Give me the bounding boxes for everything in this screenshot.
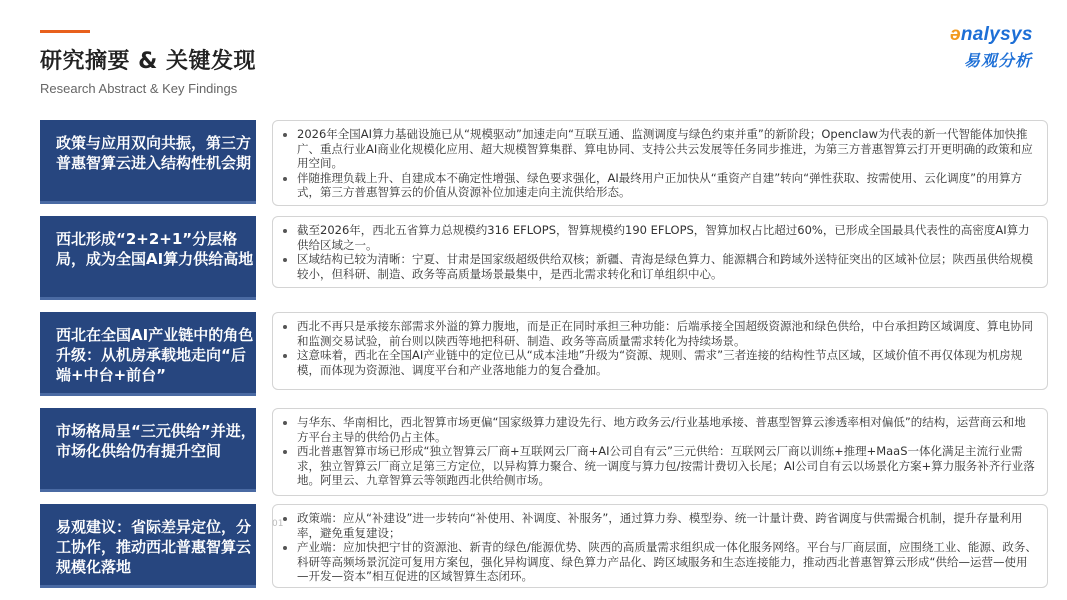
finding-row <box>40 408 1050 492</box>
brand-logo <box>950 24 1050 78</box>
finding-label: 易观建议：省际差异定位，分工协作，推动西北普惠智算云规模化落地 <box>40 504 256 588</box>
page-subtitle: Research Abstract & Key Findings <box>40 81 238 96</box>
finding-bullet: • 产业端：应加快把宁甘的资源池、新青的绿色/能源优势、陕西的高质量需求组织成一体化服务网络。平台与厂商层面，应围绕工业、能源、政务、科研等高频场景沉淀可复用方案包，强化异构调度、绿色算力产品化、跨区域服务和生态连接能力，推动西北普惠智算云形成“供给—运营—使用—开发—资本”相互促进的区域智算生态闭环。 <box>297 540 1037 584</box>
finding-bullet: • 伴随推理负载上升、自建成本不确定性增强、绿色要求强化，AI最终用户正加快从“重资产自建”转向“弹性获取、按需使用、云化调度”的用算方式，第三方普惠智算云的价值从资源补位加速走向主流供给形态。 <box>297 171 1037 200</box>
finding-bullet: • 2026年全国AI算力基础设施已从“规模驱动”加速走向“互联互通、监测调度与绿色约束并重”的新阶段；Openclaw为代表的新一代智能体加快推广、重点行业AI商业化规模化应用、超大规模智算集群、算电协同、支持公共云发展等任务同步推进，为第三方普惠智算云打开更明确的政策和应用空间。 <box>297 127 1037 171</box>
finding-content <box>272 216 1048 288</box>
finding-bullet: • 政策端：应从“补建设”进一步转向“补使用、补调度、补服务”，通过算力券、模型券、统一计量计费、跨省调度与供需撮合机制，提升存量利用率，避免重复建设； <box>297 511 1037 540</box>
finding-bullet: • 这意味着，西北在全国AI产业链中的定位已从“成本洼地”升级为“资源、规则、需求”三者连接的结构性节点区域，区域价值不再仅体现为机房规模，而体现为资源池、调度平台和产业落地能力的复合叠加。 <box>297 348 1037 377</box>
finding-label: 市场格局呈“三元供给”并进，市场化供给仍有提升空间 <box>40 408 256 492</box>
finding-row <box>40 312 1050 396</box>
finding-row <box>40 504 1050 588</box>
finding-bullet: • 西北普惠智算市场已形成“独立智算云厂商+互联网云厂商+AI公司自有云”三元供给：互联网云厂商以训练+推理+MaaS一体化满足主流行业需求，独立智算云厂商立足第三方定位，以异构算力聚合、统一调度与算力包/按需计费切入长尾；AI公司自有云以场景化方案+算力服务补齐行业落地。阿里云、九章智算云等领跑西北供给侧市场。 <box>297 444 1037 488</box>
finding-row <box>40 216 1050 300</box>
finding-content <box>272 504 1048 588</box>
finding-row <box>40 120 1050 204</box>
finding-label: 西北在全国AI产业链中的角色升级：从机房承载地走向“后端+中台+前台” <box>40 312 256 396</box>
finding-content <box>272 120 1048 206</box>
findings-list <box>40 120 1050 588</box>
finding-bullet: • 截至2026年，西北五省算力总规模约316 EFLOPS，智算规模约190 EFLOPS，智算加权占比超过60%，已形成全国最具代表性的高密度AI算力供给区域之一。 <box>297 223 1037 252</box>
brand-logo-cn: 易观分析 <box>964 51 1033 70</box>
page-title: 研究摘要 & 关键发现 <box>40 49 257 74</box>
brand-logo-en-rest: nalysys <box>960 24 1033 45</box>
finding-bullet: • 区域结构已较为清晰：宁夏、甘肃是国家级超级供给双核；新疆、青海是绿色算力、能源耦合和跨域外送特征突出的区域补位层；陕西虽供给规模较小，但科研、制造、政务等高质量场景最集中，是西北需求转化和订单组织中心。 <box>297 252 1037 281</box>
finding-bullet: • 西北不再只是承接东部需求外溢的算力腹地，而是正在同时承担三种功能：后端承接全国超级资源池和绿色供给，中台承担跨区域调度、算电协同和监测交易试验，前台则以陕西等地把科研、制造、政务等高质量需求转化为持续场景。 <box>297 319 1037 348</box>
finding-content <box>272 408 1048 496</box>
finding-label: 西北形成“2+2+1”分层格局，成为全国AI算力供给高地 <box>40 216 256 300</box>
finding-content <box>272 312 1048 390</box>
page-number: 01 <box>272 519 284 529</box>
brand-logo-mark: ə <box>950 24 961 45</box>
title-accent-line <box>40 30 90 33</box>
finding-label: 政策与应用双向共振，第三方普惠智算云进入结构性机会期 <box>40 120 256 204</box>
finding-bullet: • 与华东、华南相比，西北智算市场更偏“国家级算力建设先行、地方政务云/行业基地承接、普惠型智算云渗透率相对偏低”的结构，运营商云和地方平台主导的供给仍占主体。 <box>297 415 1037 444</box>
brand-logo-en <box>950 24 1050 46</box>
